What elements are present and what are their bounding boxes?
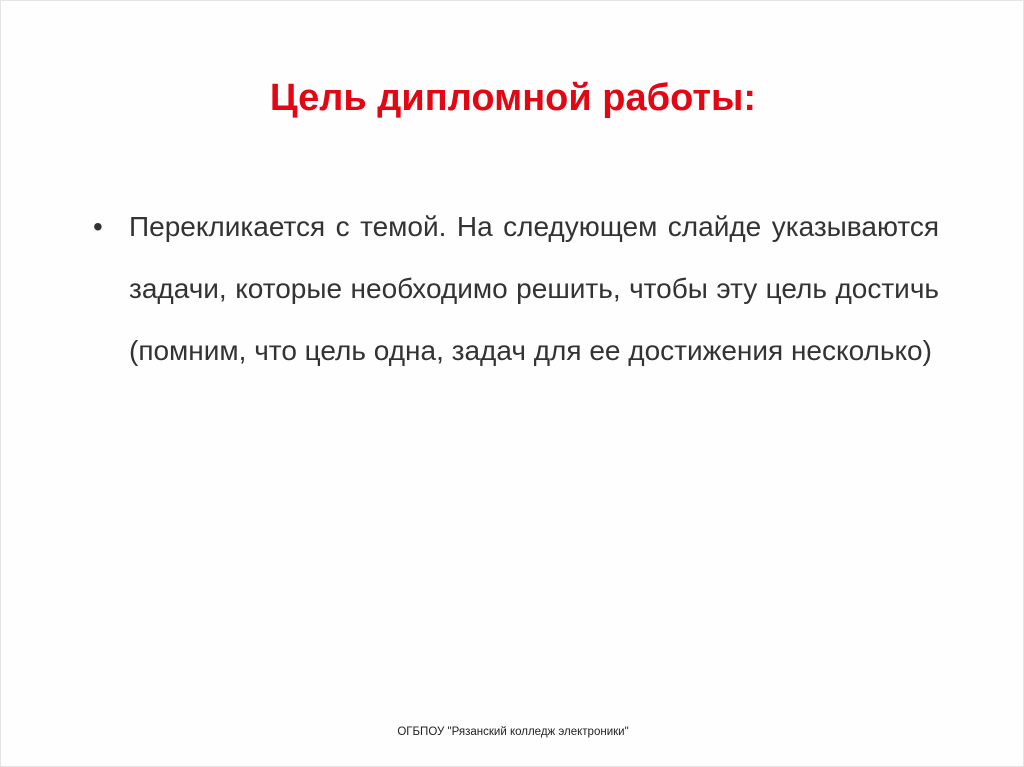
bullet-item: [89, 196, 939, 382]
bullet-list: [89, 196, 939, 382]
slide-title: Цель дипломной работы:: [269, 77, 757, 119]
bullet-marker: •: [93, 211, 103, 242]
slide-footer: ОГБПОУ "Рязанский колледж электроники": [397, 726, 629, 738]
bullet-text: Перекликается с темой. На следующем слайде указываются задачи, которые необходимо решить, чтобы эту цель достичь (помним, что цель одна, задач для ее достижения несколько): [129, 211, 939, 366]
